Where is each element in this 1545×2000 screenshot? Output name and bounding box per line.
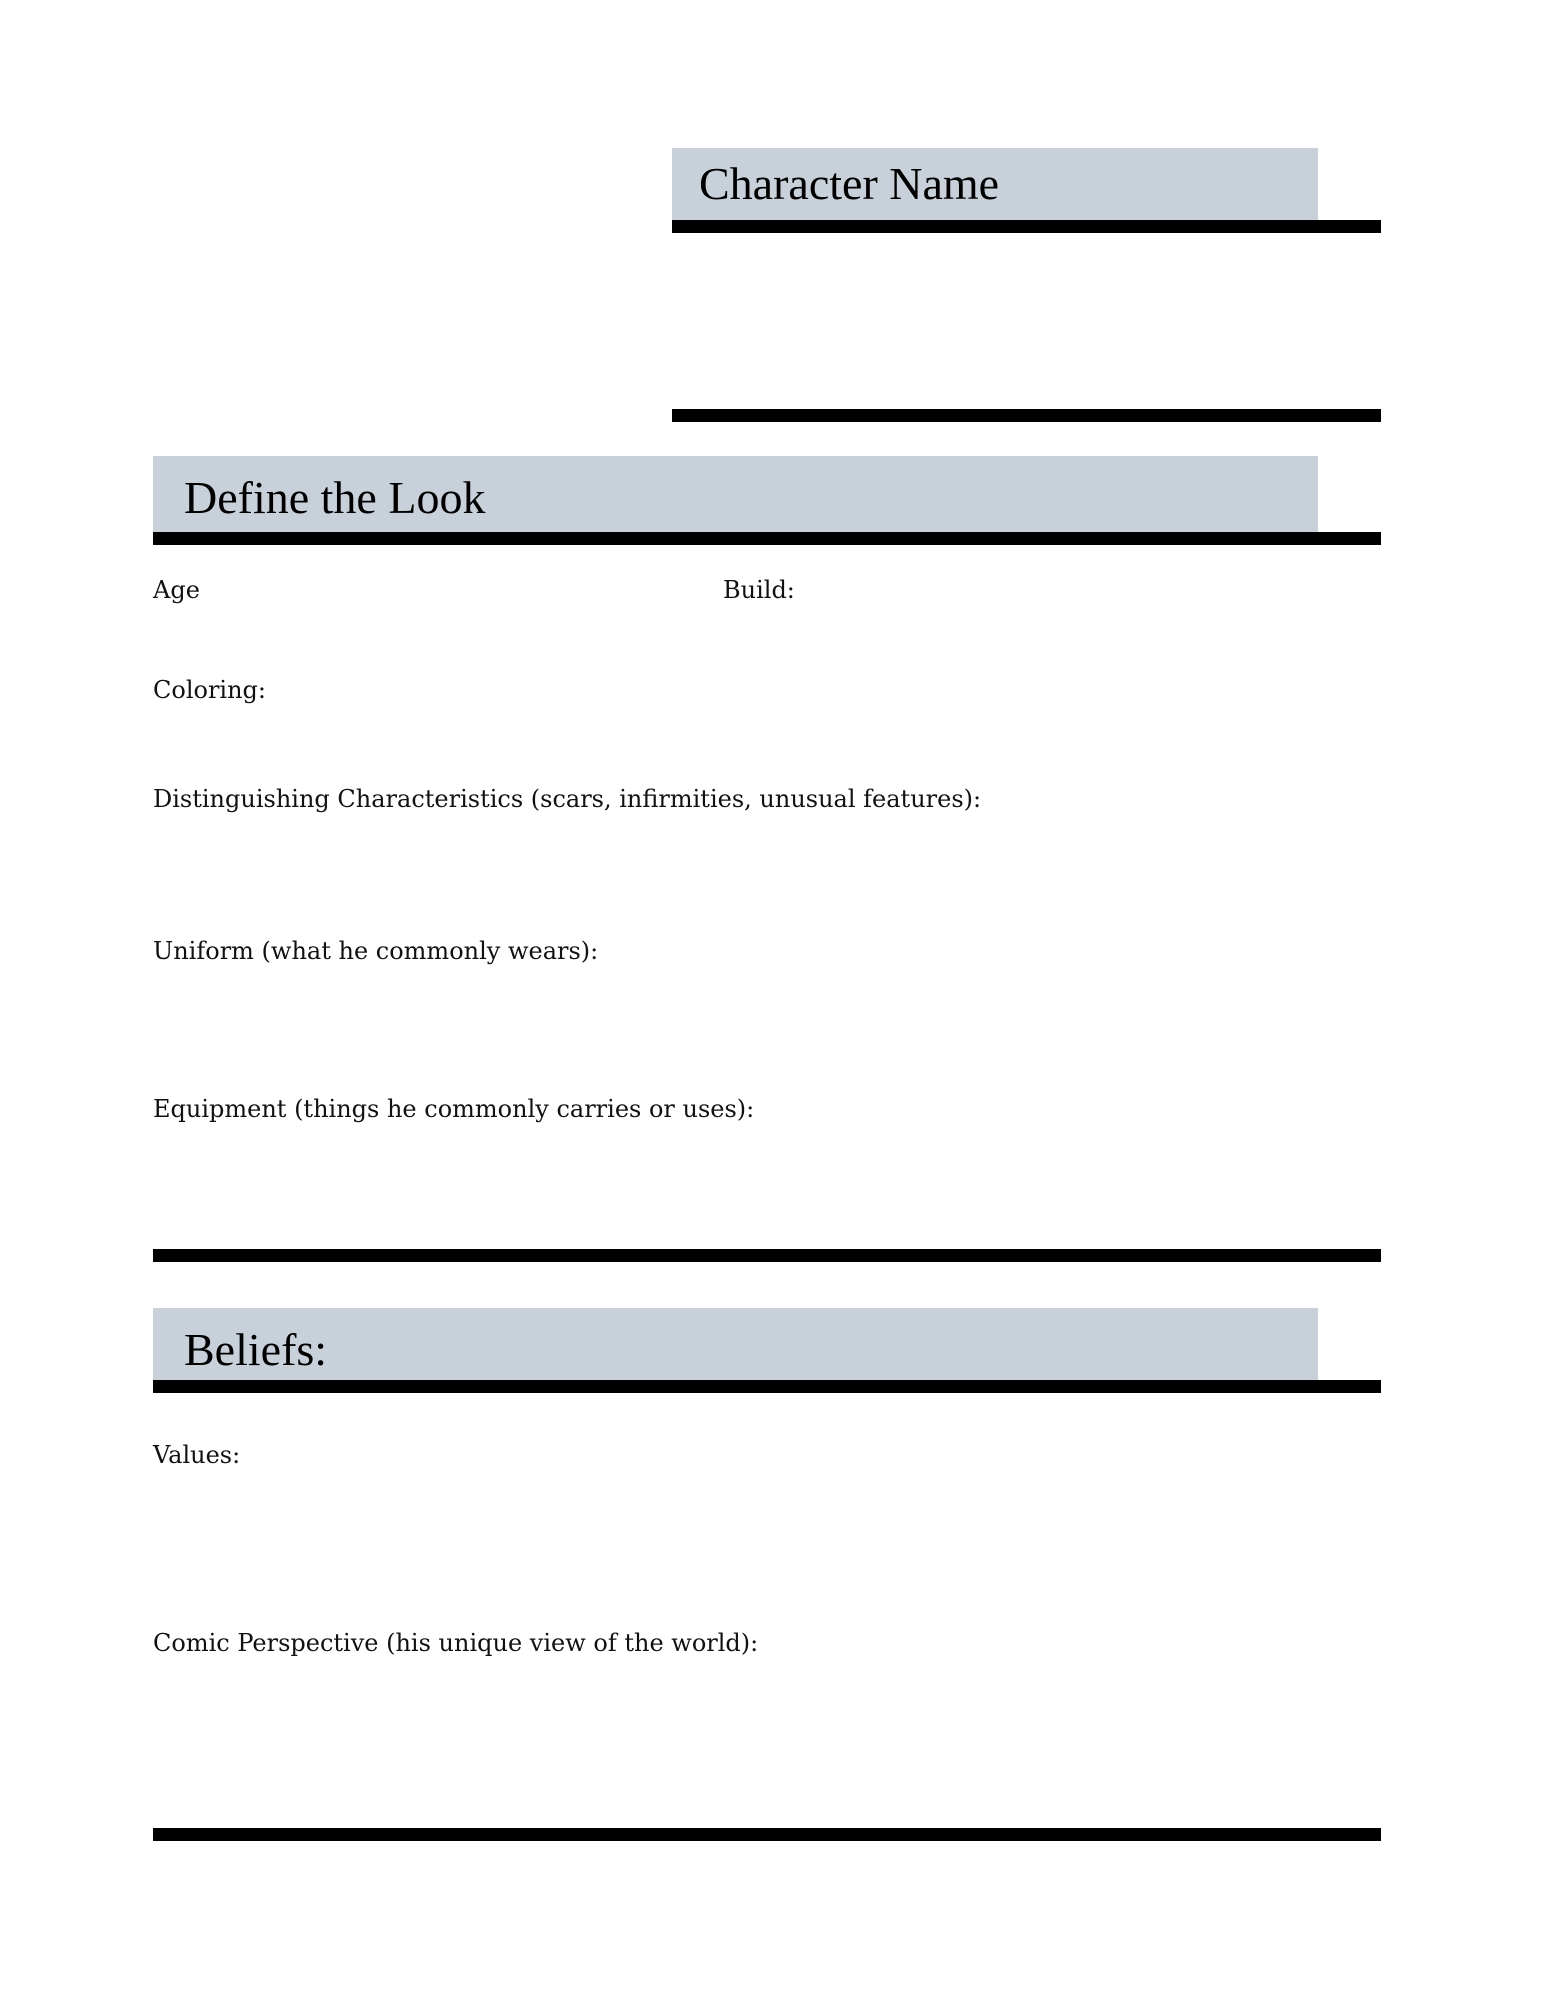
values-label: Values: xyxy=(153,1441,241,1469)
character-name-heading: Character Name xyxy=(699,158,1000,209)
define-look-rule xyxy=(153,532,1381,545)
character-name-top-rule xyxy=(672,220,1381,233)
beliefs-end-rule xyxy=(153,1828,1381,1841)
build-label: Build: xyxy=(723,576,795,604)
equipment-label: Equipment (things he commonly carries or uses): xyxy=(153,1095,755,1123)
beliefs-heading: Beliefs: xyxy=(184,1324,328,1375)
beliefs-rule xyxy=(153,1380,1381,1393)
age-label: Age xyxy=(153,576,200,604)
define-look-end-rule xyxy=(153,1249,1381,1262)
coloring-label: Coloring: xyxy=(153,676,266,704)
comic-perspective-label: Comic Perspective (his unique view of the world): xyxy=(153,1629,759,1657)
character-name-bottom-rule xyxy=(672,409,1381,422)
distinguishing-characteristics-label: Distinguishing Characteristics (scars, infirmities, unusual features): xyxy=(153,785,982,813)
define-look-heading: Define the Look xyxy=(184,472,486,523)
uniform-label: Uniform (what he commonly wears): xyxy=(153,937,599,965)
beliefs-band xyxy=(153,1308,1318,1382)
